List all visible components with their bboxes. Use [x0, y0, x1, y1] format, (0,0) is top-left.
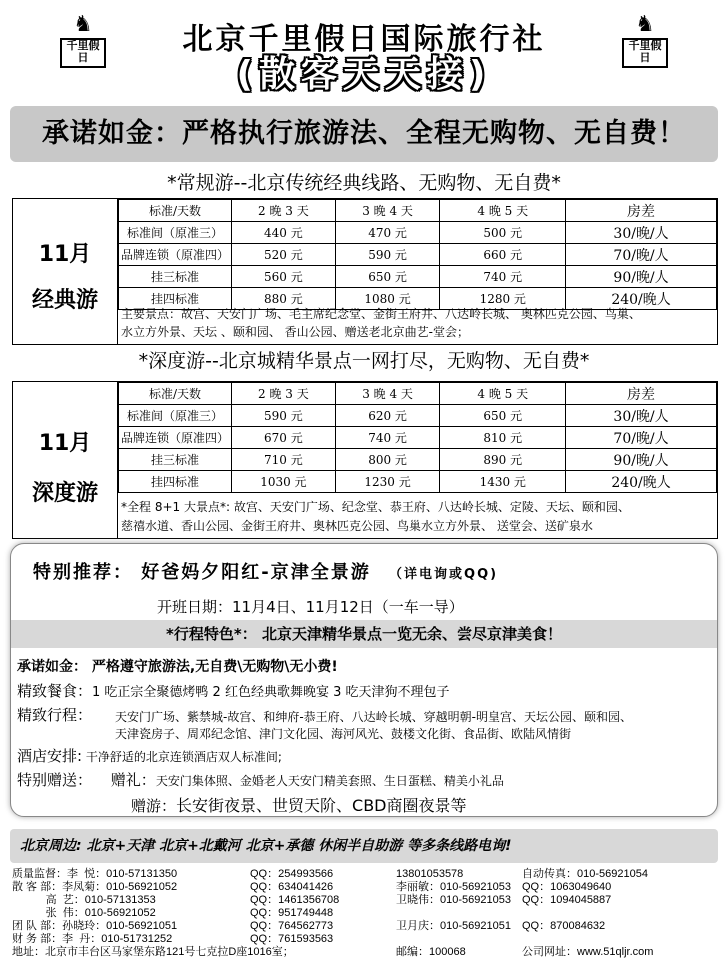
contact-field: 高 艺：010-57131353 [12, 894, 156, 906]
table-cell: 1080 元 [335, 288, 440, 310]
table-cell: 挂四标准 [119, 288, 232, 310]
classic-note-1: 主要景点：故宫、天安门广场、毛主席纪念堂、金街王府井、八达岭长城、 奥林匹克公园、鸟巢、 [121, 307, 641, 321]
classic-title: *常规游--北京传统经典线路、无购物、无自费* [167, 172, 561, 194]
contact-field: 财 务 部：李 丹：010-51731252 [12, 933, 173, 945]
contact-field: QQ：1461356708 [250, 894, 340, 906]
table-cell: 70/晚/人 [566, 244, 717, 266]
logo-text: 千里假日 [622, 38, 668, 68]
contact-row [12, 868, 718, 881]
horse-icon: ♞ [635, 12, 655, 37]
table-cell: 520 元 [232, 244, 336, 266]
table-cell: 740 元 [440, 266, 566, 288]
table-cell: 30/晚/人 [566, 222, 717, 244]
table-header-cell: 3 晚 4 天 [335, 383, 440, 405]
table-cell: 240/晚人 [566, 471, 717, 493]
table-cell: 620 元 [335, 405, 440, 427]
table-cell: 500 元 [440, 222, 566, 244]
contact-field: 自动传真：010-56921054 [522, 868, 648, 880]
table-cell: 590 元 [335, 244, 440, 266]
website-link[interactable]: 公司网址：www.51qljr.com [522, 946, 654, 958]
contact-row [12, 907, 718, 920]
contact-field: 卫晓伟：010-56921053 [396, 894, 511, 906]
postcode: 邮编：100068 [396, 946, 466, 958]
month-label: 11月 [38, 242, 92, 267]
table-cell: 650 元 [335, 266, 440, 288]
table-cell: 880 元 [232, 288, 336, 310]
table-cell: 30/晚/人 [566, 405, 717, 427]
table-row [119, 427, 717, 449]
feature-bar: *行程特色*： 北京天津精华景点一览无余、尝尽京津美食！ [11, 620, 717, 648]
special-box [10, 543, 718, 817]
table-cell: 560 元 [232, 266, 336, 288]
gift2-row [131, 793, 467, 816]
table-cell: 670 元 [232, 427, 336, 449]
contact-field: 13801053578 [396, 868, 464, 880]
logo-text: 千里假日 [60, 38, 106, 68]
gift-row [17, 769, 504, 790]
month-label: 11月 [38, 431, 92, 456]
special-promise: 承诺如金： 严格遵守旅游法,无自费\无购物\无小费! [17, 659, 338, 675]
contacts-block [12, 868, 718, 959]
hotel-label: 酒店安排: [17, 747, 83, 765]
table-cell: 800 元 [335, 449, 440, 471]
table-cell: 650 元 [440, 405, 566, 427]
table-row [119, 244, 717, 266]
table-row [119, 449, 717, 471]
classic-table-box [12, 198, 718, 345]
table-cell: 挂四标准 [119, 471, 232, 493]
table-cell: 90/晚/人 [566, 266, 717, 288]
classic-note-2: 水立方外景、天坛 、颐和园、 香山公园、赠送老北京曲艺-堂会； [121, 325, 469, 339]
deep-side [13, 382, 118, 538]
table-header-row [119, 200, 717, 222]
classic-side [13, 199, 118, 344]
table-header-cell: 房差 [566, 383, 717, 405]
table-cell: 70/晚/人 [566, 427, 717, 449]
gift1-label: 赠礼： [110, 771, 156, 789]
table-header-cell: 4 晚 5 天 [440, 200, 566, 222]
table-cell: 1430 元 [440, 471, 566, 493]
table-row [119, 266, 717, 288]
contact-row [12, 920, 718, 933]
trip-label: 精致行程： [17, 706, 93, 724]
table-cell: 90/晚/人 [566, 449, 717, 471]
table-header-cell: 房差 [566, 200, 717, 222]
gift-label: 特别赠送： [17, 771, 93, 789]
table-cell: 470 元 [335, 222, 440, 244]
contact-field: 李丽敏：010-56921053 [396, 881, 511, 893]
address: 地址：北京市丰台区马家堡东路121号七克拉D座1016室； [12, 946, 294, 958]
table-cell: 740 元 [335, 427, 440, 449]
table-cell: 标准间（原准三） [119, 222, 232, 244]
company-name: 北京千里假日国际旅行社 [182, 22, 546, 57]
table-cell: 590 元 [232, 405, 336, 427]
contact-field: 质量监督：李 悦：010-57131350 [12, 868, 178, 880]
contact-field: 散 客 部：李凤菊：010-56921052 [12, 881, 178, 893]
tour-type-label: 经典游 [31, 288, 98, 313]
table-cell: 1230 元 [335, 471, 440, 493]
hotel-row [17, 745, 282, 766]
table-cell: 挂三标准 [119, 449, 232, 471]
contact-row [12, 881, 718, 894]
table-header-cell: 2 晚 3 天 [232, 383, 336, 405]
special-title-text: 特别推荐： 好爸妈夕阳红-京津全景游 [33, 562, 371, 583]
slogan: (散客天天接) [236, 54, 492, 95]
gift2-label: 赠游： [131, 797, 177, 815]
meal-row [17, 680, 450, 701]
deep-price-table [118, 382, 717, 493]
contact-row [12, 894, 718, 907]
table-cell: 标准间（原准三） [119, 405, 232, 427]
classic-price-table [118, 199, 717, 310]
gift1-text: 天安门集体照、金婚老人天安门精美套照、生日蛋糕、精美小礼品 [155, 774, 504, 788]
tour-dates: 开班日期：11月4日、11月12日（一车一导） [157, 598, 464, 616]
table-row [119, 471, 717, 493]
meal-text: 1 吃正宗全聚德烤鸭 2 红色经典歌舞晚宴 3 吃天津狗不理包子 [92, 685, 450, 700]
trip-line-1: 天安门广场、紫禁城-故宫、和绅府-恭王府、八达岭长城、穿越明朝-明皇宫、天坛公园、颐和园、 [115, 710, 632, 724]
table-header-cell: 标准/天数 [119, 383, 232, 405]
table-header-cell: 2 晚 3 天 [232, 200, 336, 222]
contact-field: QQ：951749448 [250, 907, 334, 919]
table-cell: 挂三标准 [119, 266, 232, 288]
contact-row [12, 933, 718, 946]
table-cell: 1280 元 [440, 288, 566, 310]
table-cell: 810 元 [440, 427, 566, 449]
table-cell: 710 元 [232, 449, 336, 471]
table-cell: 890 元 [440, 449, 566, 471]
around-beijing-bar: 北京周边: 北京+天津 北京+北戴河 北京+承德 休闲半自助游 等多条线路电询! [10, 829, 718, 863]
deep-note-2: 慈禧水道、香山公园、金街王府井、奥林匹克公园、鸟巢水立方外景、 送堂会、送矿泉水 [121, 519, 593, 533]
table-row [119, 222, 717, 244]
deep-note-text: 故宫、天安门广场、纪念堂、恭王府、八达岭长城、定陵、天坛、颐和园、 [230, 500, 630, 514]
tour-type-label: 深度游 [31, 481, 98, 506]
contact-field: QQ：634041426 [250, 881, 334, 893]
hotel-text: 干净舒适的北京连锁酒店双人标准间; [82, 750, 282, 764]
table-cell: 1030 元 [232, 471, 336, 493]
special-title-note: （详电询或QQ) [389, 567, 499, 582]
deep-note-label: *全程 8+1 大景点*: [121, 500, 230, 514]
promise-banner: 承诺如金：严格执行旅游法、全程无购物、无自费！ [10, 106, 718, 162]
contact-field: 张 伟：010-56921052 [12, 907, 156, 919]
address-row [12, 946, 718, 959]
contact-field: QQ：1094045887 [522, 894, 612, 906]
table-row [119, 405, 717, 427]
table-cell: 品牌连锁（原准四） [119, 244, 232, 266]
table-header-cell: 3 晚 4 天 [335, 200, 440, 222]
special-title [33, 558, 498, 584]
contact-field: 卫月庆：010-56921051 [396, 920, 511, 932]
contact-field: 团 队 部：孙晓玲：010-56921051 [12, 920, 178, 932]
contact-field: QQ：1063049640 [522, 881, 612, 893]
table-header-cell: 标准/天数 [119, 200, 232, 222]
contact-field: QQ：870084632 [522, 920, 606, 932]
table-header-cell: 4 晚 5 天 [440, 383, 566, 405]
contact-field: QQ：764562773 [250, 920, 334, 932]
trip-line-2: 天津瓷房子、周邓纪念馆、津门文化园、海河风光、鼓楼文化街、食品街、欧陆风情街 [115, 727, 572, 741]
horse-icon: ♞ [73, 12, 93, 37]
table-cell: 660 元 [440, 244, 566, 266]
table-header-row [119, 383, 717, 405]
table-cell: 240/晚人 [566, 288, 717, 310]
contact-field: QQ：254993566 [250, 868, 334, 880]
gift2-text: 长安街夜景、世贸天阶、CBD商圈夜景等 [176, 796, 467, 815]
deep-note-1 [121, 498, 711, 516]
contact-field: QQ：761593563 [250, 933, 334, 945]
deep-table-box [12, 381, 718, 539]
table-cell: 440 元 [232, 222, 336, 244]
deep-title: *深度游--北京城精华景点一网打尽，无购物、无自费* [138, 350, 590, 372]
table-cell: 品牌连锁（原准四） [119, 427, 232, 449]
meal-label: 精致餐食： [17, 682, 93, 700]
